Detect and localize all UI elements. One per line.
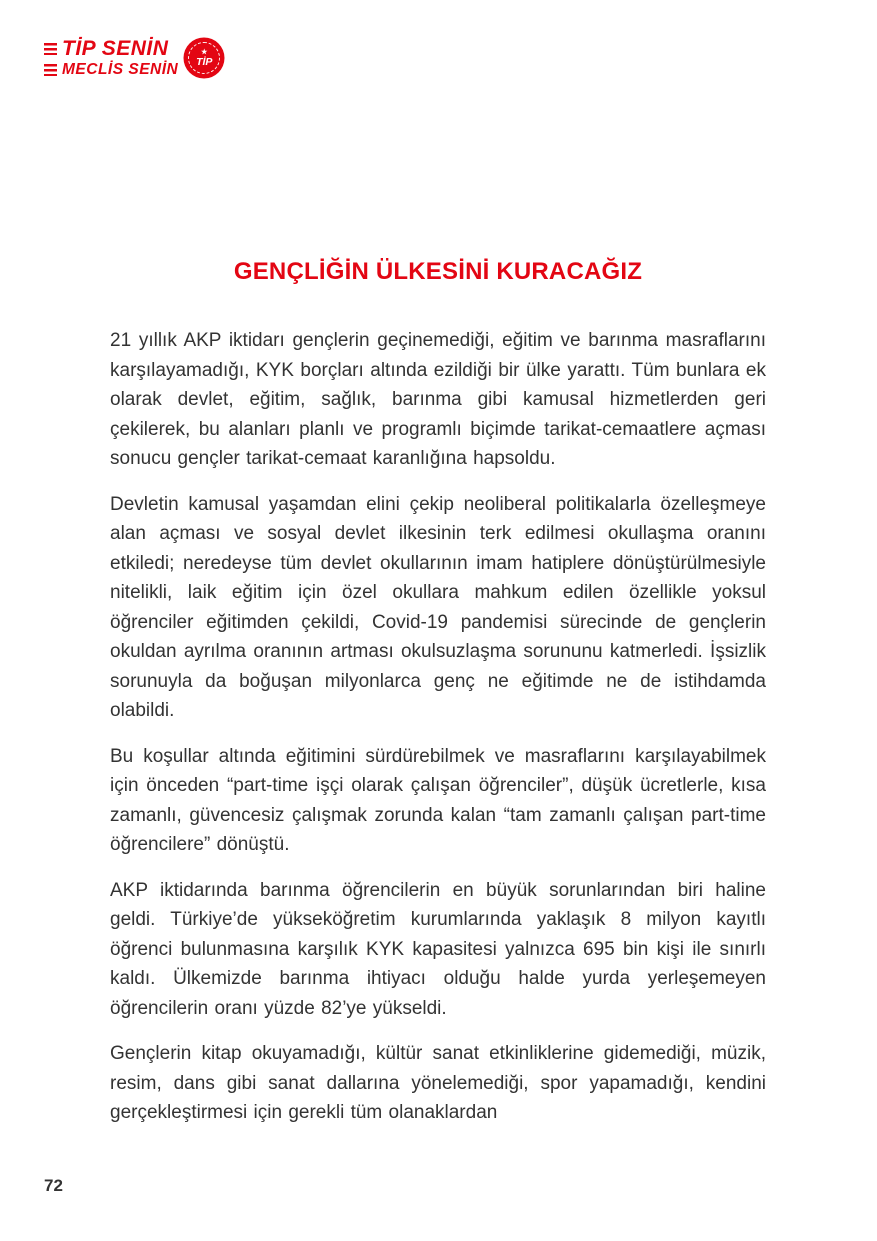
logo-line-2	[44, 62, 178, 78]
document-content	[110, 258, 766, 1144]
body-paragraph: AKP iktidarında barınma öğrencilerin en büyük sorunlarından biri haline geldi. Türkiye’de yükseköğretim kurumlarında yaklaşık 8 milyon kayıtlı öğrenci bulunmasına karşılık KYK kapasitesi yalnızca 695 bin kişi ile sınırlı kaldı. Ülkemizde barınma ihtiyacı olduğu halde yurda yerleşemeyen öğrencilerin oranı yüzde 82’ye yükseldi.	[110, 879, 766, 1019]
tip-logo-text	[44, 38, 178, 78]
tip-emblem-icon	[185, 39, 223, 77]
emblem-label: TİP	[196, 55, 213, 68]
body-paragraph: Bu koşullar altında eğitimini sürdürebilmek ve masraflarını karşılayabilmek için önceden “part-time işçi olarak çalışan öğrenciler”, düşük ücretlerle, kısa zamanlı, güvencesiz çalışmak zorunda kalan “tam zamanlı çalışan part-time öğrencilere” dönüştü.	[110, 745, 766, 855]
star-icon: ★	[201, 48, 208, 56]
body-paragraph: 21 yıllık AKP iktidarı gençlerin geçinemediği, eğitim ve barınma masraflarını karşılayamadığı, KYK borçları altında ezildiği bir ülke yarattı. Tüm bunlara ek olarak devlet, eğitim, sağlık, barınma gibi kamusal hizmetlerden geri çekilerek, bu alanları planlı ve programlı biçimde tarikat-cemaatlere açması sonucu gençler tarikat-cemaat karanlığına hapsoldu.	[110, 330, 766, 469]
tip-emblem-inner	[188, 42, 220, 74]
body-paragraph: Devletin kamusal yaşamdan elini çekip neoliberal politikalarla özelleşmeye alan açması ve sosyal devlet ilkesinin terk edilmesi okullaşma oranını etkiledi; neredeyse tüm devlet okullarının imam hatiplere dönüştürülmesiyle nitelikli, laik eğitim için özel okullara mahkum edilen özellikle yoksul öğrenciler eğitimden çekildi, Covid-19 pandemisi sürecinde de gençlerin okuldan ayrılma oranının artması okulsuzlaşma sorununu katmerledi. İşsizlik sorunuyla da boğuşan milyonlarca genç ne eğitimde ne de istihdamda olabildi.	[110, 493, 766, 721]
logo-line-1-label: TİP SENİN	[62, 37, 169, 60]
speed-lines-icon	[44, 64, 57, 76]
body-paragraph: Gençlerin kitap okuyamadığı, kültür sanat etkinliklerine gidemediği, müzik, resim, dans gibi sanat dallarına yönelemediği, spor yapamadığı, kendini gerçekleştirmesi için gerekli tüm olanaklardan	[110, 1043, 766, 1123]
speed-lines-icon	[44, 43, 57, 55]
page-number: 72	[44, 1176, 63, 1195]
logo-line-2-label: MECLİS SENİN	[62, 61, 179, 78]
page-title: GENÇLİĞİN ÜLKESİNİ KURACAĞIZ	[233, 258, 643, 285]
logo-line-1	[44, 38, 178, 59]
tip-logo	[44, 38, 223, 78]
